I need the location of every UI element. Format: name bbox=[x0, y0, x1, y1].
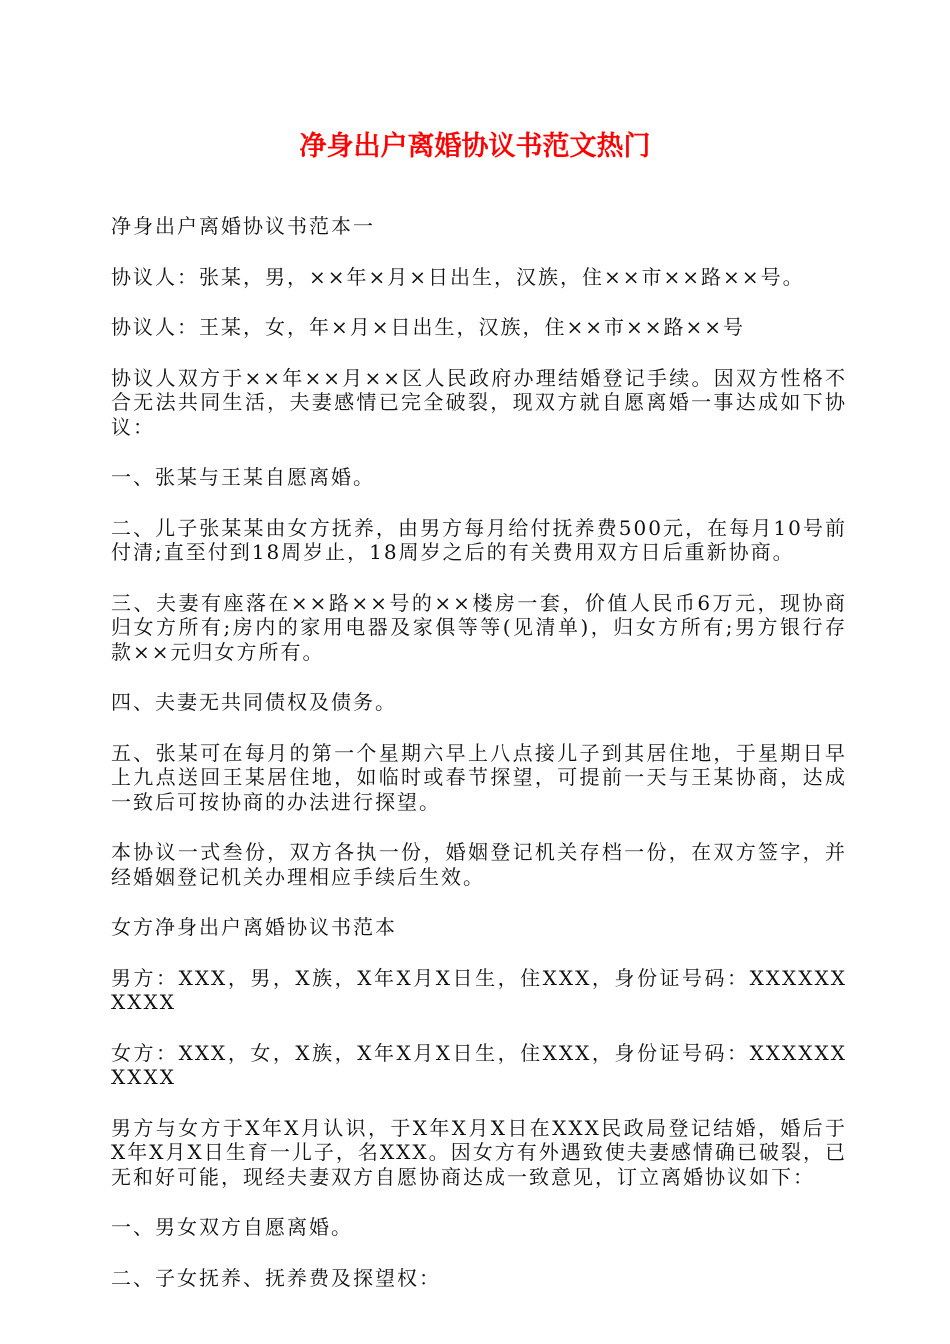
man-party-info-2: 男方：XXX，男，X族，X年X月X日生，住XXX，身份证号码：XXXXXXXXXX bbox=[111, 965, 847, 1014]
party-man-info: 协议人：张某，男，××年×月×日出生，汉族，住××市××路××号。 bbox=[111, 264, 805, 289]
clause-1: 一、张某与王某自愿离婚。 bbox=[111, 465, 375, 489]
agreement-preamble-2: 男方与女方于X年X月认识，于X年X月X日在XXX民政局登记结婚，婚后于X年X月X日生育一儿子，名XXX。因女方有外遇致使夫妻感情确已破裂，已无和好可能，现经夫妻双方自愿协商达成一致意见，订立离婚协议如下： bbox=[111, 1115, 847, 1189]
document-body bbox=[111, 214, 847, 1316]
clause-3: 三、夫妻有座落在××路××号的××楼房一套，价值人民币6万元，现协商归女方所有;房内的家用电器及家俱等等(见清单)，归女方所有;男方银行存款××元归女方所有。 bbox=[111, 590, 847, 664]
clause-2-2: 二、子女抚养、抚养费及探望权： bbox=[111, 1265, 441, 1290]
agreement-preamble: 协议人双方于××年××月××区人民政府办理结婚登记手续。因双方性格不合无法共同生活，夫妻感情已完全破裂，现双方就自愿离婚一事达成如下协议： bbox=[111, 365, 847, 439]
clause-4: 四、夫妻无共同债权及债务。 bbox=[111, 690, 397, 714]
section-heading-2: 女方净身出户离婚协议书范本 bbox=[111, 915, 397, 939]
clause-5: 五、张某可在每月的第一个星期六早上八点接儿子到其居住地，于星期日早上九点送回王某居住地，如临时或春节探望，可提前一天与王某协商，达成一致后可按协商的办法进行探望。 bbox=[111, 740, 847, 814]
woman-party-info-2: 女方：XXX，女，X族，X年X月X日生，住XXX，身份证号码：XXXXXXXXXX bbox=[111, 1040, 847, 1089]
document-title: 净身出户离婚协议书范文热门 bbox=[299, 131, 651, 162]
clause-2-1: 一、男女双方自愿离婚。 bbox=[111, 1215, 353, 1239]
clause-2: 二、儿子张某某由女方抚养，由男方每月给付抚养费500元，在每月10号前付清;直至付到18周岁止，18周岁之后的有关费用双方日后重新协商。 bbox=[111, 515, 847, 564]
section-heading-1: 净身出户离婚协议书范本一 bbox=[111, 214, 375, 238]
party-woman-info: 协议人：王某，女，年×月×日出生，汉族，住××市××路××号 bbox=[111, 315, 746, 339]
agreement-effect: 本协议一式叁份，双方各执一份，婚姻登记机关存档一份，在双方签字，并经婚姻登记机关办理相应手续后生效。 bbox=[111, 840, 847, 889]
